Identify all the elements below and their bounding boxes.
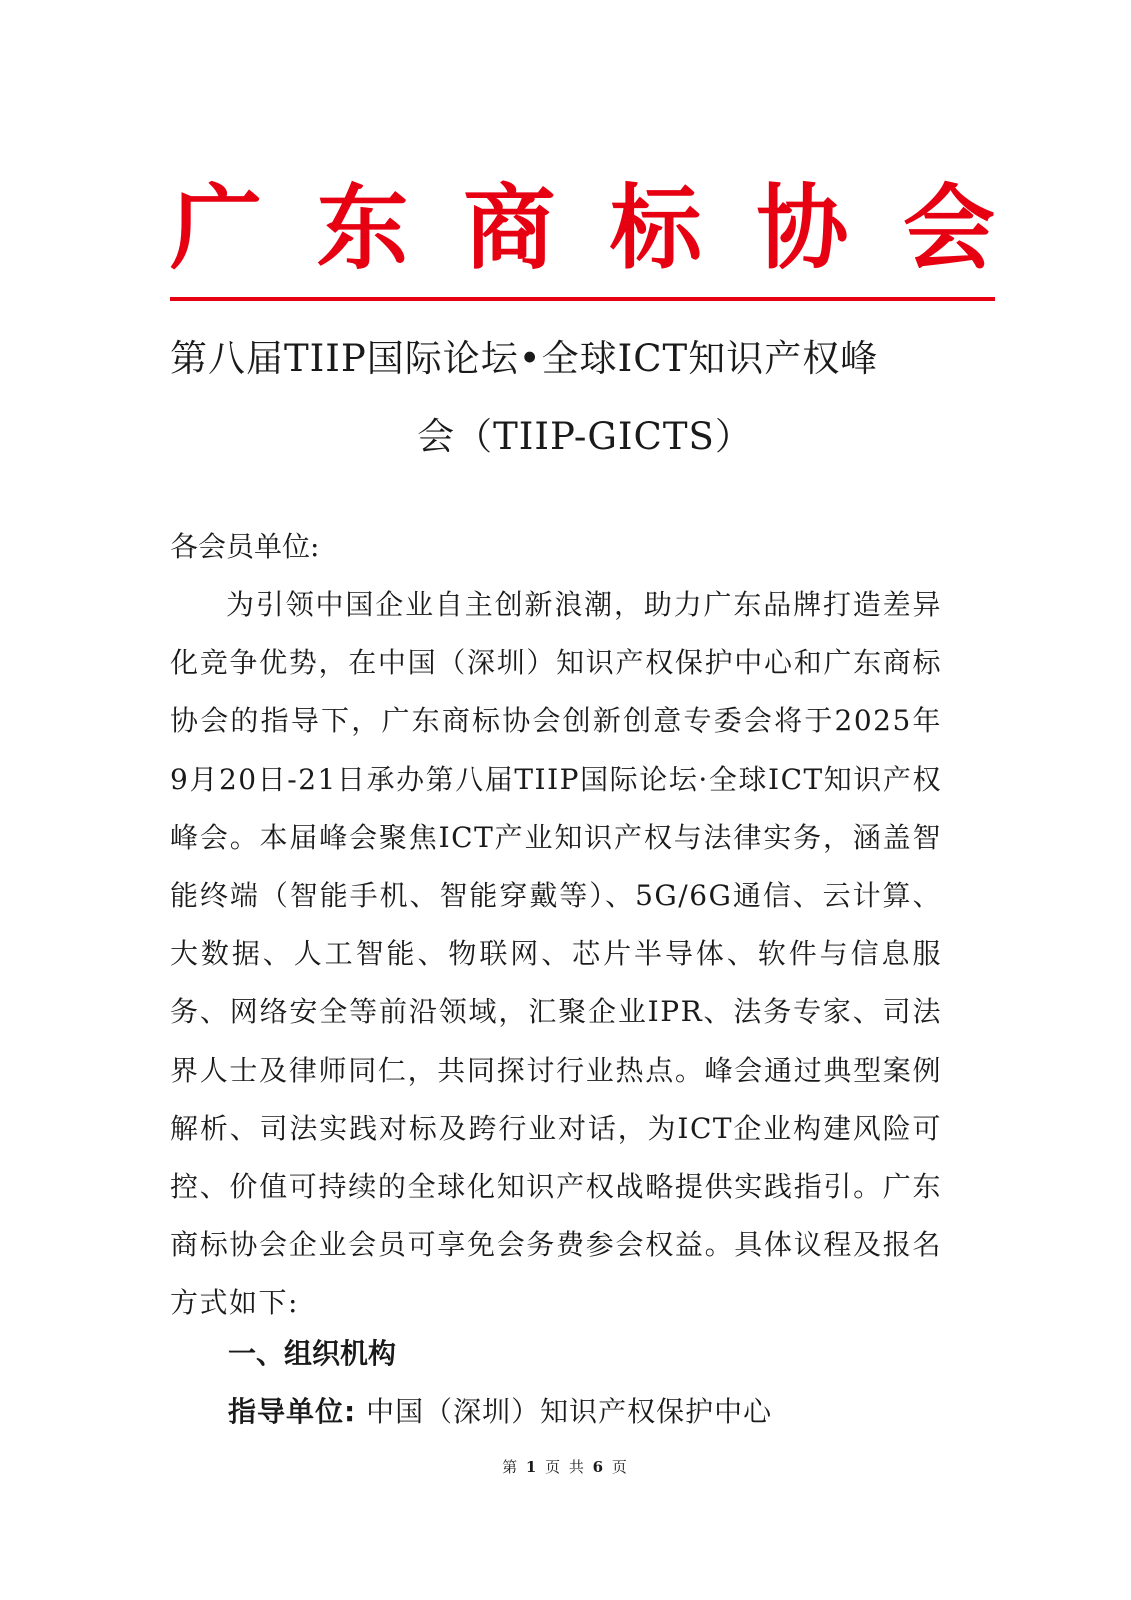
masthead-char: 东 bbox=[316, 174, 409, 282]
masthead-divider bbox=[170, 297, 995, 301]
body-paragraph: 为引领中国企业自主创新浪潮，助力广东品牌打造差异化竞争优势，在中国（深圳）知识产权保护中心和广东商标协会的指导下，广东商标协会创新创意专委会将于2025年9月20日-21日承办第八届TIIP国际论坛·全球ICT知识产权峰会。本届峰会聚焦ICT产业知识产权与法律实务，涵盖智能终端（智能手机、智能穿戴等）、5G/6G通信、云计算、大数据、人工智能、物联网、芯片半导体、软件与信息服务、网络安全等前沿领域，汇聚企业IPR、法务专家、司法界人士及律师同仁，共同探讨行业热点。峰会通过典型案例解析、司法实践对标及跨行业对话，为ICT企业构建风险可控、价值可持续的全球化知识产权战略提供实践指引。广东商标协会企业会员可享免会务费参会权益。具体议程及报名方式如下: bbox=[170, 588, 942, 1320]
footer-prefix: 第 bbox=[502, 1458, 520, 1476]
page-footer bbox=[0, 1455, 1131, 1479]
masthead-char: 标 bbox=[609, 174, 702, 282]
masthead-char: 会 bbox=[902, 174, 995, 282]
section-heading-organization: 一、组织机构 bbox=[228, 1337, 397, 1370]
masthead-char: 广 bbox=[170, 174, 263, 282]
footer-total-pages: 6 bbox=[592, 1458, 606, 1476]
salutation: 各会员单位: bbox=[170, 530, 320, 563]
document-title bbox=[170, 320, 960, 476]
guiding-unit-value: 中国（深圳）知识产权保护中心 bbox=[366, 1395, 773, 1428]
guiding-unit-line bbox=[228, 1390, 772, 1434]
footer-middle: 页 共 bbox=[545, 1458, 586, 1476]
masthead-org-name bbox=[170, 174, 995, 282]
footer-suffix: 页 bbox=[611, 1458, 629, 1476]
footer-page-number: 1 bbox=[525, 1458, 539, 1476]
masthead-char: 商 bbox=[463, 174, 556, 282]
masthead-char: 协 bbox=[756, 174, 849, 282]
guiding-unit-label: 指导单位: bbox=[228, 1395, 357, 1428]
title-line-2: 会（TIIP-GICTS） bbox=[417, 415, 753, 458]
title-line-1: 第八届TIIP国际论坛•全球ICT知识产权峰 bbox=[170, 337, 879, 380]
